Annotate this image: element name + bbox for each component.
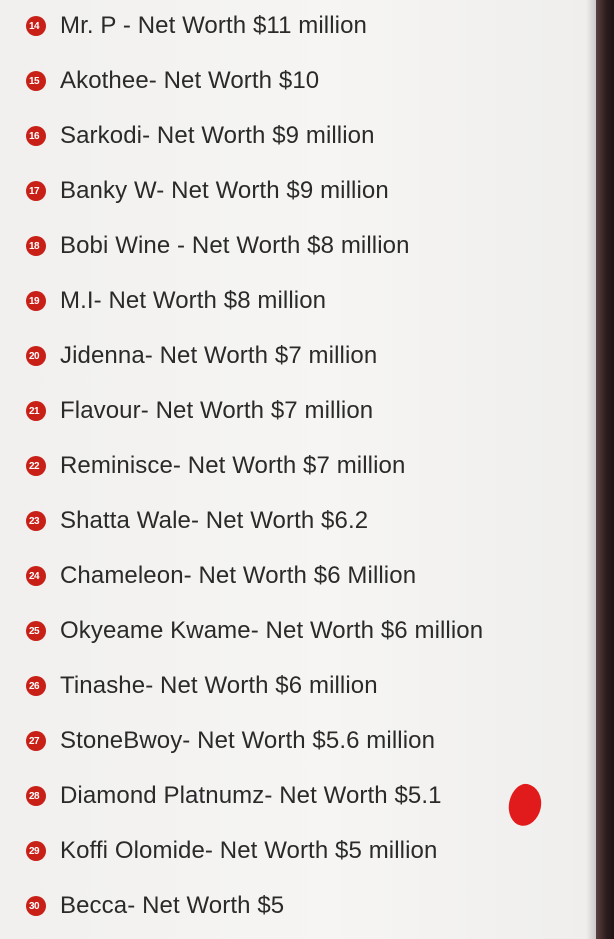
list-item: [26, 11, 367, 41]
number-badge: 15: [26, 71, 46, 91]
list-item: [26, 561, 416, 591]
list-item: [26, 616, 483, 646]
entry-text: Okyeame Kwame- Net Worth $6 million: [60, 617, 484, 644]
entry-text: Reminisce- Net Worth $7 million: [60, 452, 406, 479]
right-border-strip: [596, 0, 614, 939]
number-badge: 14: [26, 16, 46, 36]
number-badge: 19: [26, 291, 46, 311]
entry-text: Banky W- Net Worth $9 million: [60, 177, 389, 204]
list-item: [26, 891, 284, 921]
number-badge: 17: [26, 181, 46, 201]
number-badge: 26: [26, 676, 46, 696]
entry-text: Flavour- Net Worth $7 million: [60, 397, 374, 424]
entry-text: Bobi Wine - Net Worth $8 million: [60, 232, 410, 259]
number-badge: 28: [26, 786, 46, 806]
list-item: [26, 121, 375, 151]
list-item: [26, 671, 378, 701]
entry-text: Tinashe- Net Worth $6 million: [60, 672, 378, 699]
list-item: [26, 506, 368, 536]
entry-text: Shatta Wale- Net Worth $6.2: [60, 507, 369, 534]
number-badge: 25: [26, 621, 46, 641]
entry-text: Akothee- Net Worth $10: [60, 67, 320, 94]
entry-text: Chameleon- Net Worth $6 Million: [60, 562, 417, 589]
number-badge: 23: [26, 511, 46, 531]
number-badge: 29: [26, 841, 46, 861]
list-item: [26, 231, 410, 261]
list-item: [26, 341, 377, 371]
list-item: [26, 781, 442, 811]
number-badge: 18: [26, 236, 46, 256]
entry-text: Jidenna- Net Worth $7 million: [60, 342, 378, 369]
list-item: [26, 836, 437, 866]
red-marker-dot: [505, 781, 545, 829]
list-item: [26, 451, 405, 481]
list-item: [26, 66, 319, 96]
list-item: [26, 176, 389, 206]
number-badge: 16: [26, 126, 46, 146]
entry-text: Mr. P - Net Worth $11 million: [60, 12, 368, 39]
entry-text: Sarkodi- Net Worth $9 million: [60, 122, 375, 149]
number-badge: 20: [26, 346, 46, 366]
entry-text: Koffi Olomide- Net Worth $5 million: [60, 837, 438, 864]
list-item: [26, 286, 326, 316]
list-item: [26, 726, 435, 756]
entry-text: Becca- Net Worth $5: [60, 892, 285, 919]
number-badge: 24: [26, 566, 46, 586]
number-badge: 30: [26, 896, 46, 916]
list-item: [26, 396, 373, 426]
number-badge: 21: [26, 401, 46, 421]
entry-text: StoneBwoy- Net Worth $5.6 million: [60, 727, 436, 754]
number-badge: 27: [26, 731, 46, 751]
number-badge: 22: [26, 456, 46, 476]
entry-text: Diamond Platnumz- Net Worth $5.1: [60, 782, 442, 809]
entry-text: M.I- Net Worth $8 million: [60, 287, 327, 314]
